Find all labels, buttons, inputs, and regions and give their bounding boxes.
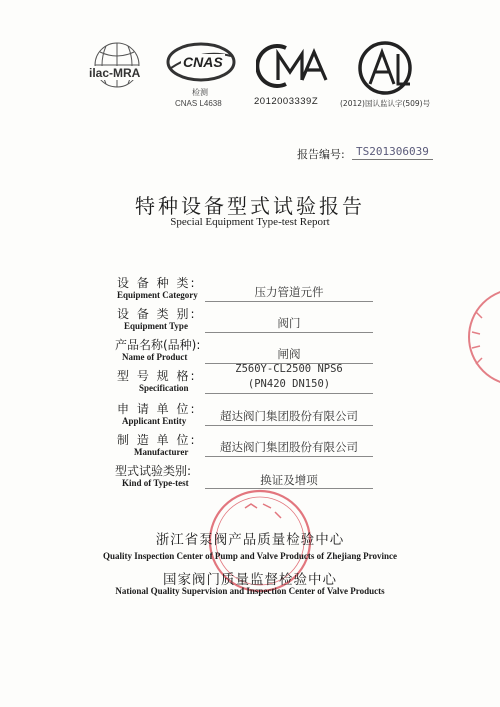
manufacturer-label-cn: 制 造 单 位: (117, 433, 197, 447)
applicant-label-en: Applicant Entity (122, 416, 187, 426)
cma-logo (256, 44, 328, 88)
equipment-category-underline (205, 301, 373, 302)
manufacturer-label-en: Manufacturer (134, 447, 189, 457)
organization-name-en-2: National Quality Supervision and Inspection Center of Valve Products (115, 586, 385, 596)
equipment-category-label-cn: 设 备 种 类: (117, 276, 197, 290)
report-title-cn: 特种设备型式试验报告 (135, 194, 365, 218)
cal-number: (2012)国认监认字(509)号 (340, 99, 431, 108)
equipment-type-label-cn: 设 备 类 别: (117, 307, 197, 321)
report-number-value: TS201306039 (352, 145, 433, 160)
manufacturer-underline (205, 456, 373, 457)
cnas-sub-cn: 检测 (192, 88, 208, 97)
specification-value-line1: Z560Y-CL2500 NPS6 (235, 363, 343, 375)
organization-name-en-1: Quality Inspection Center of Pump and Valve Products of Zhejiang Province (102, 551, 398, 561)
ilac-mra-text: ilac-MRA (89, 66, 141, 80)
applicant-value: 超达阀门集团股份有限公司 (220, 409, 358, 423)
right-edge-seal-stamp (462, 282, 500, 392)
equipment-type-underline (205, 332, 373, 333)
applicant-label-cn: 申 请 单 位: (117, 402, 197, 416)
report-number-label: 报告编号: (297, 148, 345, 161)
applicant-underline (205, 425, 373, 426)
equipment-type-value: 阀门 (277, 316, 301, 330)
cal-logo (350, 40, 420, 96)
organization-name-cn-2: 国家阀门质量监督检验中心 (163, 572, 337, 588)
report-title-en: Special Equipment Type-test Report (170, 216, 330, 228)
cnas-text: CNAS (183, 54, 223, 70)
specification-value-line2: (PN420 DN150) (247, 378, 331, 390)
specification-underline (205, 393, 373, 394)
specification-label-en: Specification (139, 383, 189, 393)
manufacturer-value: 超达阀门集团股份有限公司 (220, 440, 358, 454)
test-kind-value: 换证及增项 (260, 473, 318, 487)
product-name-label-cn: 产品名称(品种): (115, 338, 201, 352)
product-name-label-en: Name of Product (122, 352, 188, 362)
equipment-type-label-en: Equipment Type (124, 321, 188, 331)
organization-name-cn-1: 浙江省泵阀产品质量检验中心 (155, 532, 345, 548)
equipment-category-label-en: Equipment Category (117, 290, 198, 300)
product-name-value: 闸阀 (277, 347, 301, 361)
test-kind-label-en: Kind of Type-test (122, 478, 189, 488)
specification-label-cn: 型 号 规 格: (117, 369, 197, 383)
cnas-code: CNAS L4638 (175, 99, 222, 108)
equipment-category-value: 压力管道元件 (254, 285, 324, 299)
cma-number: 2012003339Z (254, 96, 319, 107)
test-kind-label-cn: 型式试验类别: (115, 464, 192, 478)
